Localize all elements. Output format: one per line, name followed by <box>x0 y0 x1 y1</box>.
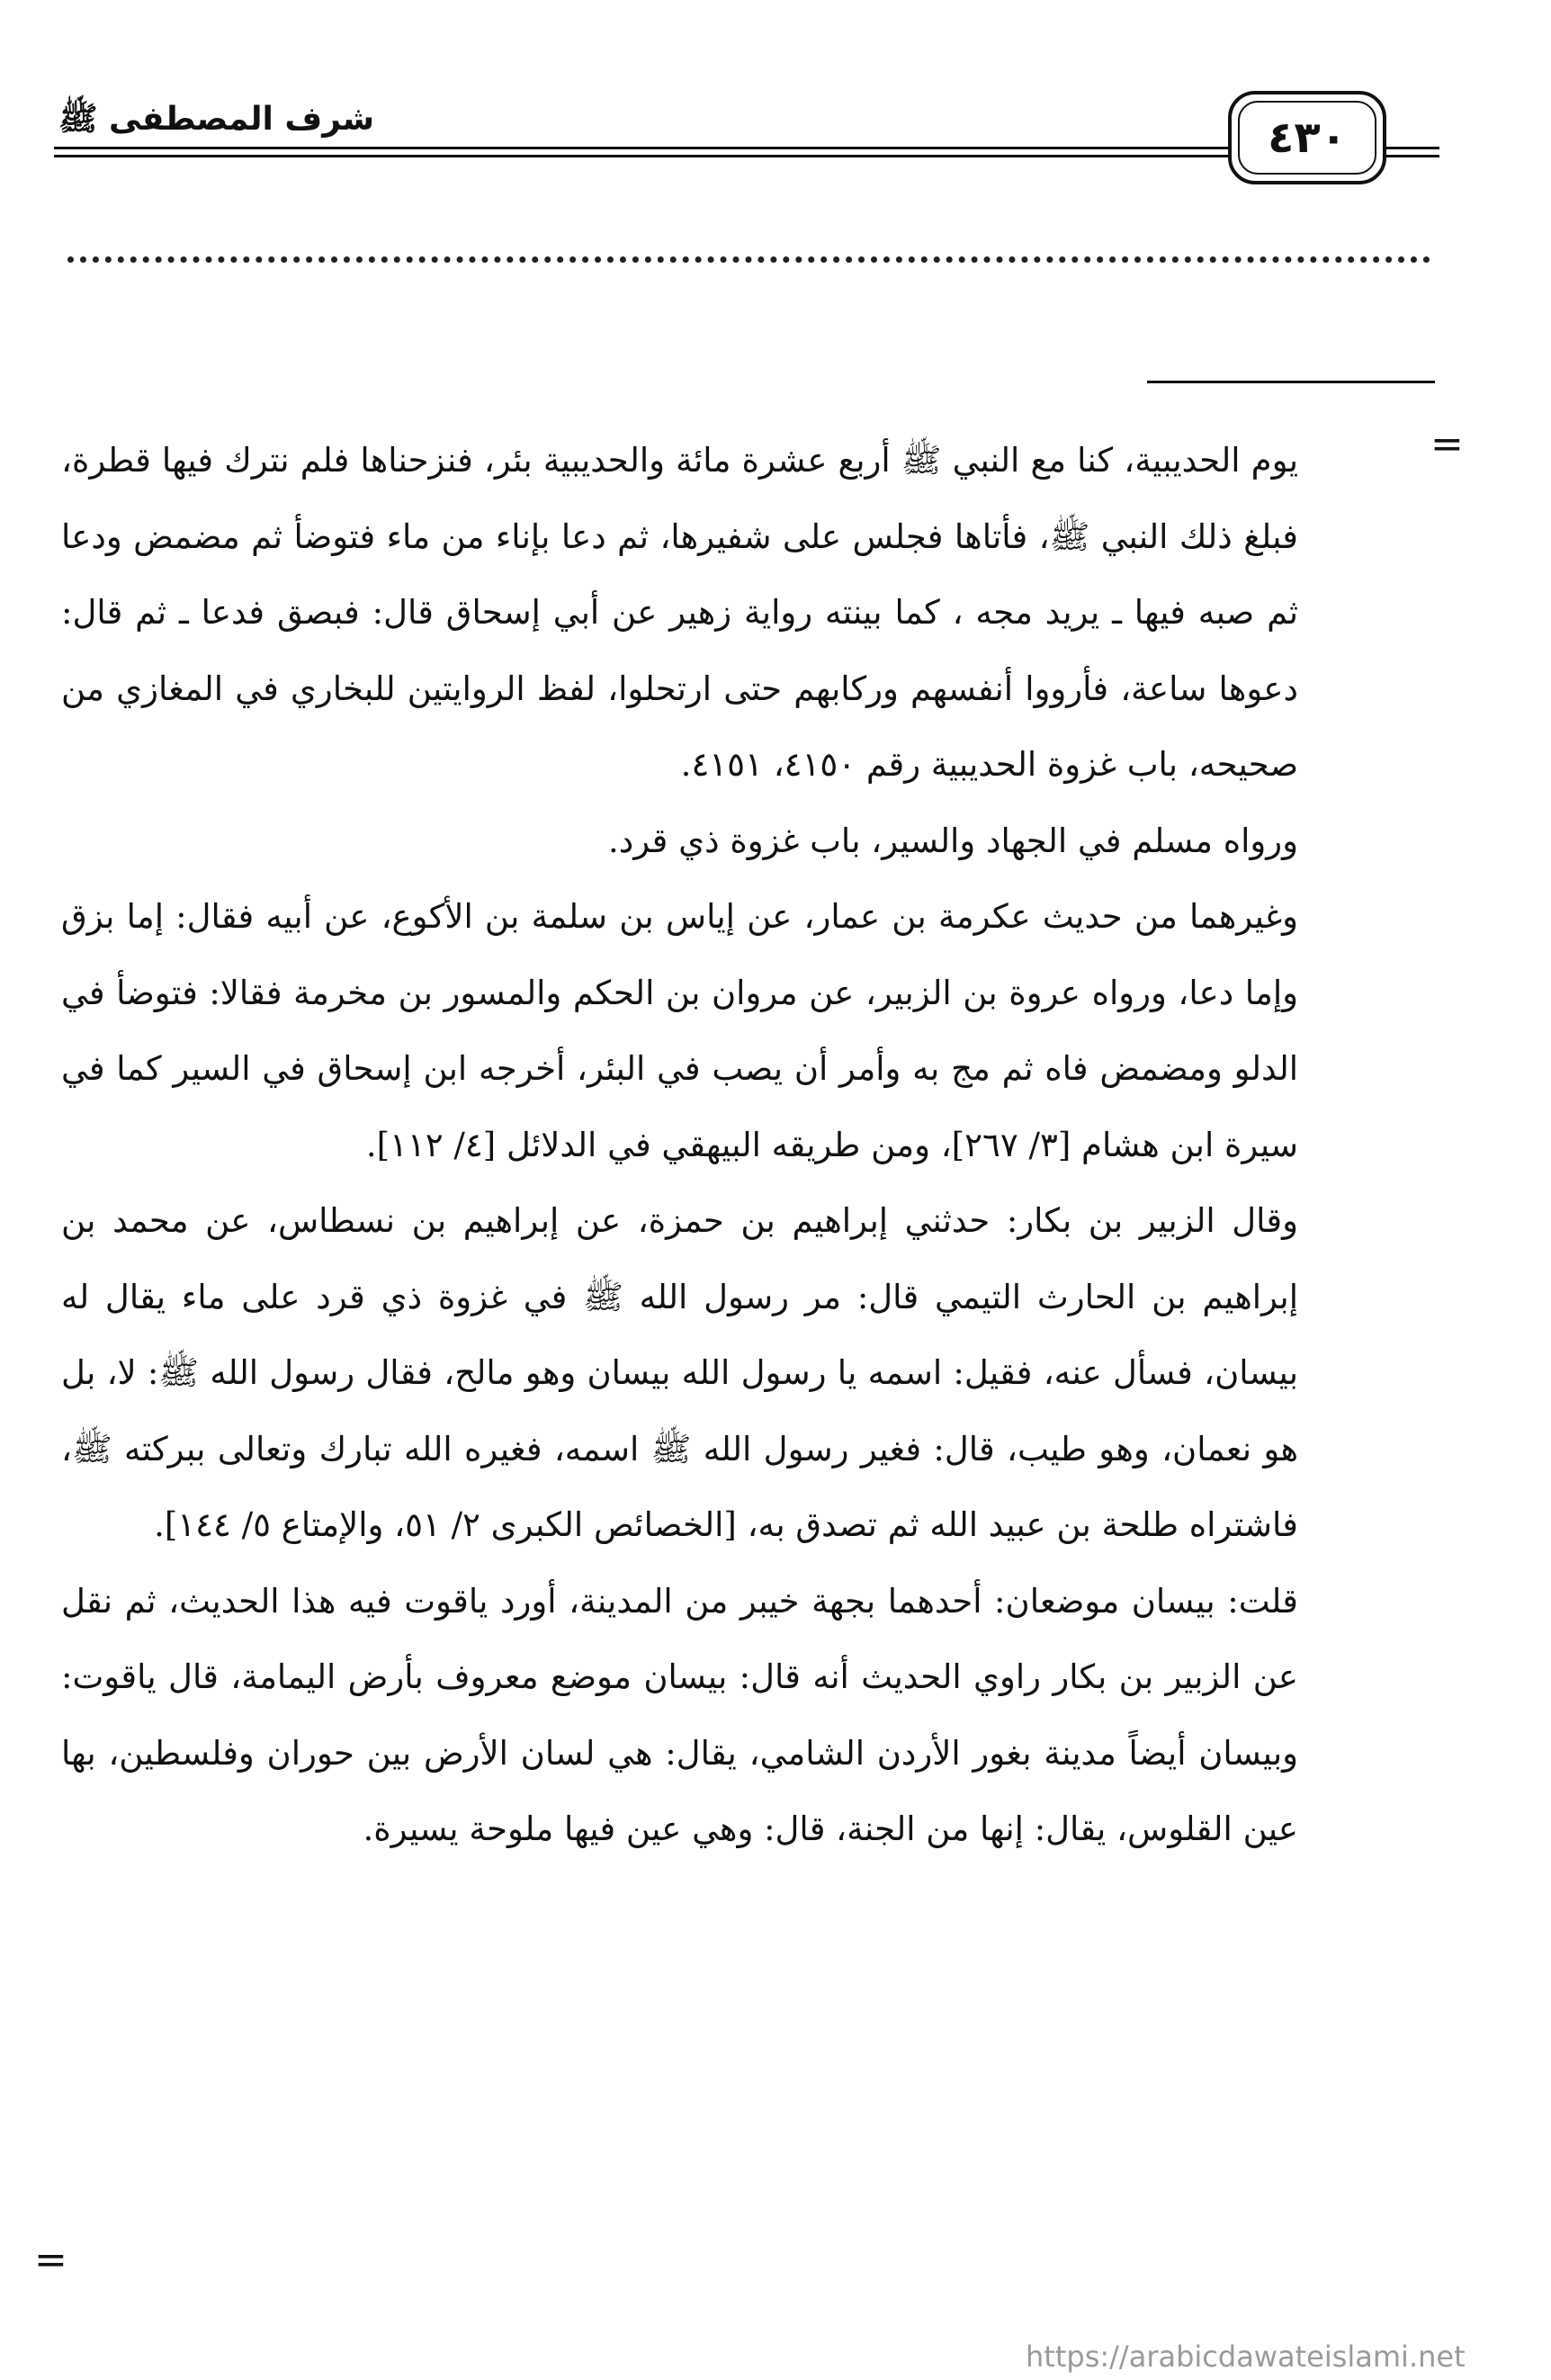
paragraph: قلت: بيسان موضعان: أحدهما بجهة خيبر من المدينة، أورد ياقوت فيه هذا الحديث، ثم نقل عن الزبير بن بكار راوي الحديث أنه قال: بيسان موضع معروف بأرض اليمامة، قال ياقوت: وبيسان أيضاً مدينة بغور الأردن الشامي، يقال: هي لسان الأرض بين حوران وفلسطين، بها عين القلوس، يقال: إنها من الجنة، قال: وهي عين فيها ملوحة يسيرة. <box>61 1581 1298 1848</box>
paragraph: وغيرهما من حديث عكرمة بن عمار، عن إياس بن سلمة بن الأكوع، عن أبيه فقال: إما بزق وإما دعا، ورواه عروة بن الزبير، عن مروان بن الحكم والمسور بن مخرمة فقالا: فتوضأ في الدلو ومضمض فاه ثم مج به وأمر أن يصب في البئر، أخرجه ابن إسحاق في السير كما في سيرة ابن هشام [٣/ ٢٦٧]، ومن طريقه البيهقي في الدلائل [٤/ ١١٢]. <box>61 897 1298 1164</box>
footnote-text <box>61 423 1298 1868</box>
watermark-url: https://arabicdawateislami.net <box>1026 2340 1466 2374</box>
running-title: شرف المصطفى ﷺ <box>58 101 375 138</box>
paragraph: وقال الزبير بن بكار: حدثني إبراهيم بن حمزة، عن إبراهيم بن نسطاس، عن محمد بن إبراهيم بن الحارث التيمي قال: مر رسول الله ﷺ في غزوة ذي قرد على ماء يقال له بيسان، فسأل عنه، فقيل: اسمه يا رسول الله بيسان وهو مالح، فقال رسول الله ﷺ: لا، بل هو نعمان، وهو طيب، قال: فغير رسول الله ﷺ اسمه، فغيره الله تبارك وتعالى ببركته ﷺ، فاشتراه طلحة بن عبيد الله ثم تصدق به، [الخصائص الكبرى ٢/ ٥١، والإمتاع ٥/ ١٤٤]. <box>61 1201 1298 1544</box>
page-number: ٤٣٠ <box>1238 101 1376 175</box>
paragraph: ورواه مسلم في الجهاد والسير، باب غزوة ذي قرد. <box>608 821 1298 860</box>
paragraph: يوم الحديبية، كنا مع النبي ﷺ أربع عشرة مائة والحديبية بئر، فنزحناها فلم نترك فيها قطرة، فبلغ ذلك النبي ﷺ، فأتاها فجلس على شفيرها، ثم دعا بإناء من ماء فتوضأ ثم مضمض ودعا ثم صبه فيها ـ يريد مجه ، كما بينته رواية زهير عن أبي إسحاق قال: فبصق فدعا ـ ثم قال: دعوها ساعة، فأرووا أنفسهم وركابهم حتى ارتحلوا، لفظ الروايتين للبخاري في المغازي من صحيحه، باب غزوة الحديبية رقم ٤١٥٠، ٤١٥١. <box>61 441 1298 784</box>
page-header <box>54 85 1439 184</box>
header-double-rule <box>54 147 1233 157</box>
continuation-mark-top: = <box>1430 421 1464 467</box>
continuation-mark-bottom: = <box>34 2237 67 2283</box>
footnote-rule <box>1147 381 1435 383</box>
dotted-separator <box>67 256 1430 263</box>
page-number-frame <box>1228 91 1386 184</box>
header-double-rule-end <box>1381 147 1439 157</box>
